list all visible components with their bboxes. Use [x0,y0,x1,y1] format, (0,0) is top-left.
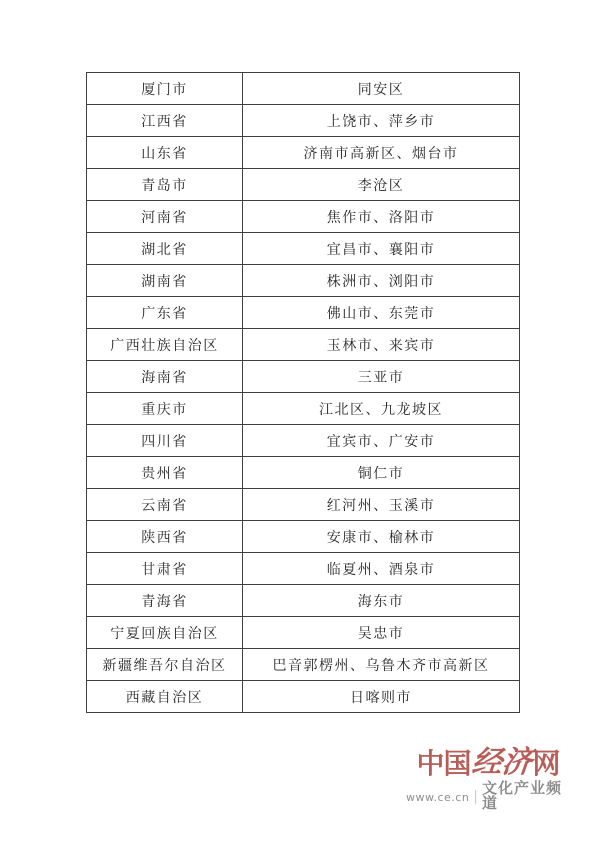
cities-cell: 铜仁市 [243,457,520,489]
table-row [87,617,520,649]
region-cell: 四川省 [87,425,243,457]
logo-url-text: www.ce.cn [406,790,470,804]
table-row [87,297,520,329]
cities-cell: 红河州、玉溪市 [243,489,520,521]
cities-cell: 安康市、榆林市 [243,521,520,553]
cities-cell: 株洲市、浏阳市 [243,265,520,297]
logo-brand-title [406,745,570,780]
table-row [87,329,520,361]
table-row [87,553,520,585]
table-row [87,73,520,105]
logo-channel-text: 文化产业频道 [482,781,563,812]
cities-cell: 海东市 [243,585,520,617]
logo-tagline [406,782,570,812]
region-cell: 湖北省 [87,233,243,265]
table-row [87,137,520,169]
cities-cell: 巴音郭楞州、乌鲁木齐市高新区 [243,649,520,681]
cities-cell: 玉林市、来宾市 [243,329,520,361]
logo-separator: | [473,789,479,805]
table-row [87,201,520,233]
table-row [87,489,520,521]
table-row [87,425,520,457]
table-row [87,361,520,393]
region-cell: 重庆市 [87,393,243,425]
region-cell: 河南省 [87,201,243,233]
cities-cell: 临夏州、酒泉市 [243,553,520,585]
region-cell: 甘肃省 [87,553,243,585]
region-cell: 厦门市 [87,73,243,105]
region-cell: 贵州省 [87,457,243,489]
table-row [87,169,520,201]
table-row [87,521,520,553]
cities-cell: 日喀则市 [243,681,520,713]
logo-brand-part2: 网 [532,747,560,780]
region-cell: 湖南省 [87,265,243,297]
cities-cell: 焦作市、洛阳市 [243,201,520,233]
cities-cell: 同安区 [243,73,520,105]
cities-cell: 宜昌市、襄阳市 [243,233,520,265]
region-cell: 西藏自治区 [87,681,243,713]
region-cell: 云南省 [87,489,243,521]
cities-cell: 江北区、九龙坡区 [243,393,520,425]
cities-cell: 佛山市、东莞市 [243,297,520,329]
table-row [87,585,520,617]
table-row [87,265,520,297]
region-cell: 山东省 [87,137,243,169]
table-row [87,649,520,681]
region-cell: 宁夏回族自治区 [87,617,243,649]
region-cell: 江西省 [87,105,243,137]
cities-cell: 济南市高新区、烟台市 [243,137,520,169]
logo-brand-script: 经济 [469,745,534,780]
logo-brand-part1: 中国 [416,747,471,780]
region-cell: 新疆维吾尔自治区 [87,649,243,681]
table-row [87,681,520,713]
table-row [87,233,520,265]
cities-cell: 宜宾市、广安市 [243,425,520,457]
region-cell: 青岛市 [87,169,243,201]
table-row [87,393,520,425]
table-row [87,105,520,137]
cities-cell: 李沧区 [243,169,520,201]
region-cell: 海南省 [87,361,243,393]
region-cell: 陕西省 [87,521,243,553]
region-cell: 广东省 [87,297,243,329]
region-cell: 广西壮族自治区 [87,329,243,361]
cities-cell: 上饶市、萍乡市 [243,105,520,137]
cities-cell: 三亚市 [243,361,520,393]
china-economic-net-logo [406,745,570,812]
region-cell: 青海省 [87,585,243,617]
cities-cell: 吴忠市 [243,617,520,649]
table-row [87,457,520,489]
region-table-body [87,73,520,713]
region-city-table [86,72,520,713]
